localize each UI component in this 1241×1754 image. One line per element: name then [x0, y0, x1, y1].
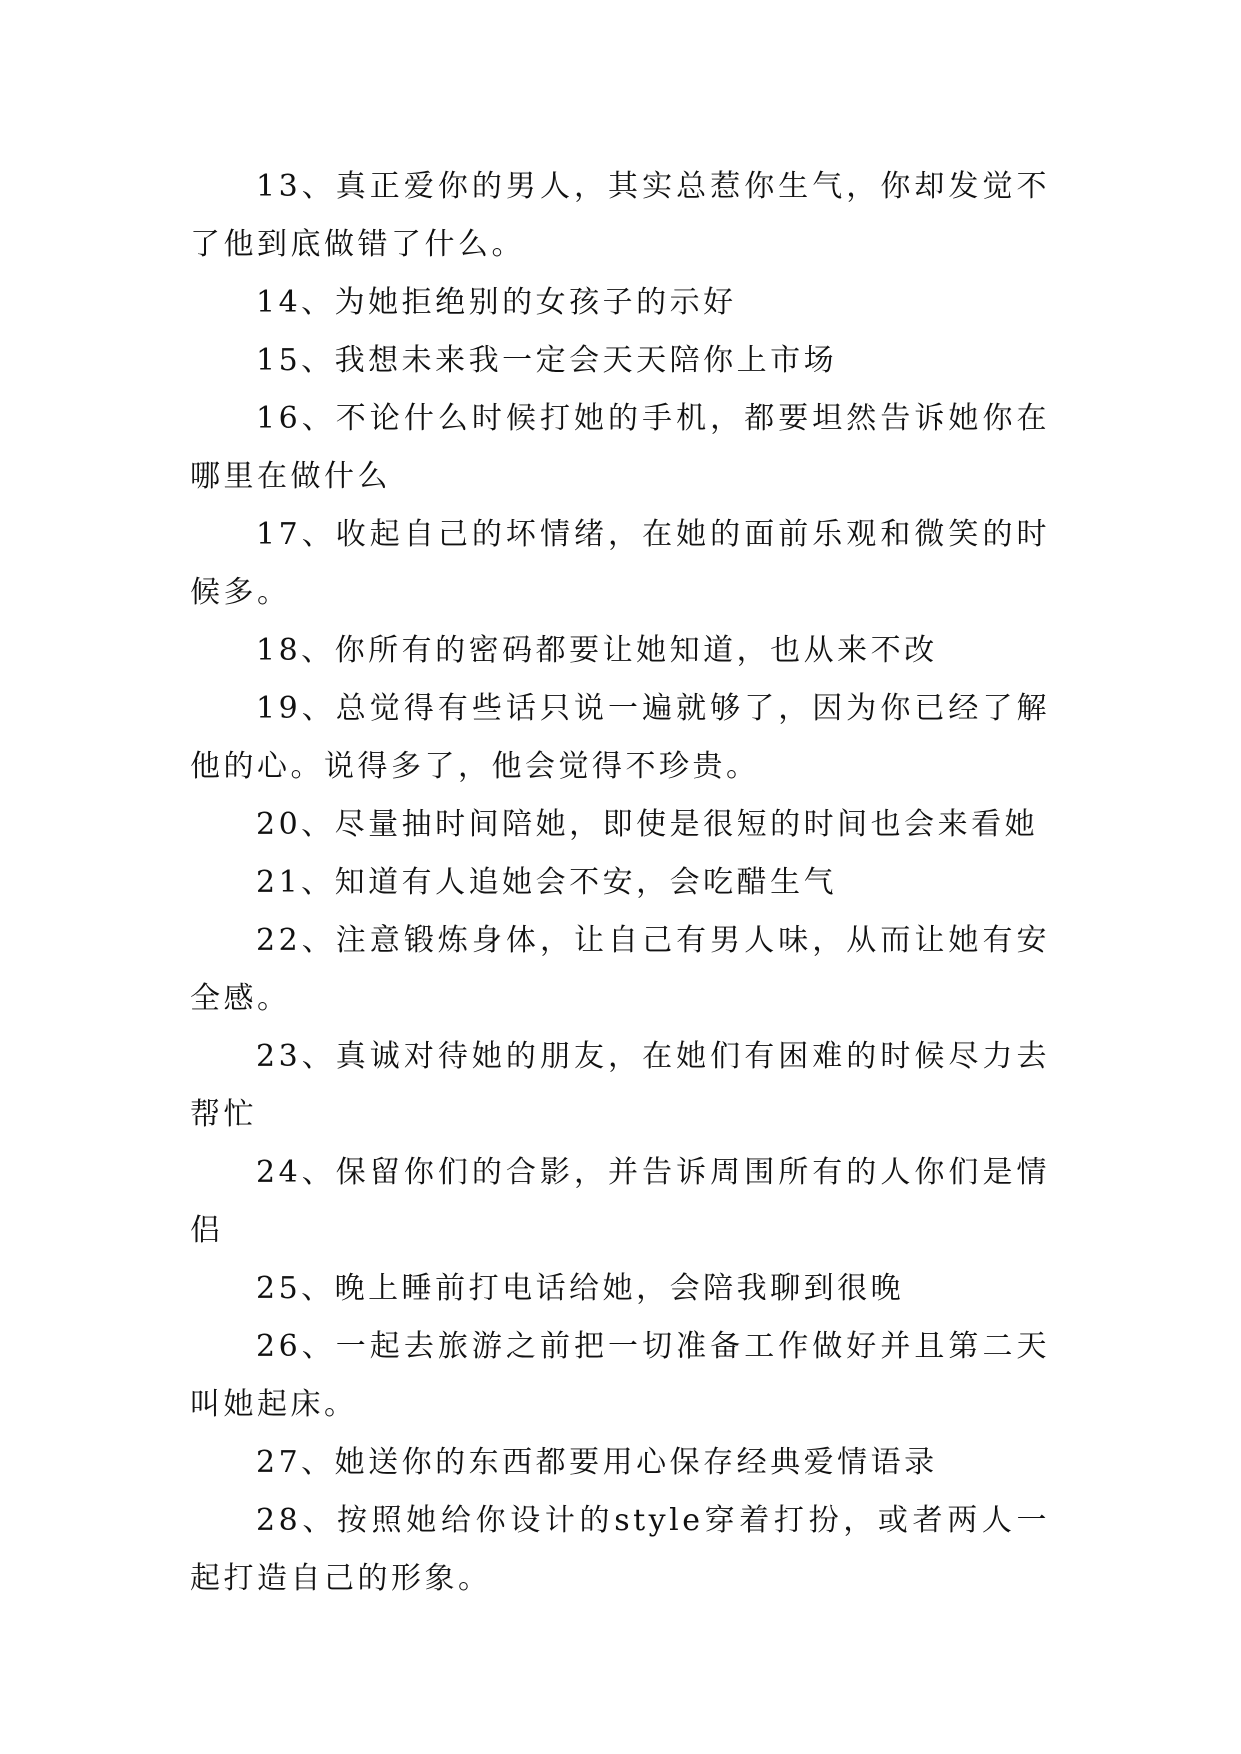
paragraph-13: 13、真正爱你的男人，其实总惹你生气，你却发觉不了他到底做错了什么。: [190, 169, 1050, 262]
document-body: [190, 158, 1050, 1608]
paragraph-27: 27、她送你的东西都要用心保存经典爱情语录: [256, 1445, 938, 1480]
paragraph-16: 16、不论什么时候打她的手机，都要坦然告诉她你在哪里在做什么: [190, 401, 1050, 494]
paragraph-17: 17、收起自己的坏情绪，在她的面前乐观和微笑的时候多。: [190, 517, 1050, 610]
paragraph-25: 25、晚上睡前打电话给她，会陪我聊到很晚: [256, 1271, 905, 1306]
paragraph-26: 26、一起去旅游之前把一切准备工作做好并且第二天叫她起床。: [190, 1329, 1050, 1422]
paragraph-21: 21、知道有人追她会不安，会吃醋生气: [256, 865, 838, 900]
paragraph-15: 15、我想未来我一定会天天陪你上市场: [256, 343, 838, 378]
paragraph-18: 18、你所有的密码都要让她知道，也从来不改: [256, 633, 938, 668]
paragraph-28: 28、按照她给你设计的style穿着打扮，或者两人一起打造自己的形象。: [190, 1503, 1050, 1596]
paragraph-19: 19、总觉得有些话只说一遍就够了，因为你已经了解他的心。说得多了，他会觉得不珍贵。: [190, 691, 1050, 784]
paragraph-20: 20、尽量抽时间陪她，即使是很短的时间也会来看她: [256, 807, 1039, 842]
paragraph-22: 22、注意锻炼身体，让自己有男人味，从而让她有安全感。: [190, 923, 1050, 1016]
paragraph-24: 24、保留你们的合影，并告诉周围所有的人你们是情侣: [190, 1155, 1050, 1248]
paragraph-23: 23、真诚对待她的朋友，在她们有困难的时候尽力去帮忙: [190, 1039, 1050, 1132]
paragraph-14: 14、为她拒绝别的女孩子的示好: [256, 285, 737, 320]
